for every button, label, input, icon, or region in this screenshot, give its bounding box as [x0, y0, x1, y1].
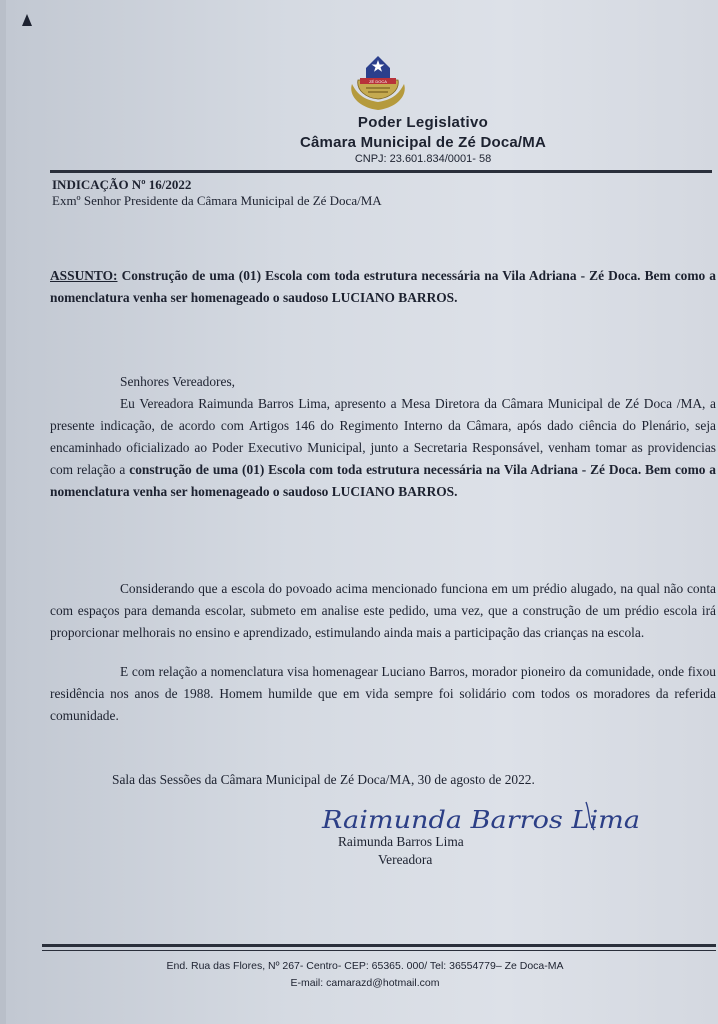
indicacao-number: INDICAÇÃO Nº 16/2022 — [52, 177, 192, 192]
session-date-line: Sala das Sessões da Câmara Municipal de Zé Doca/MA, 30 de agosto de 2022. — [112, 772, 535, 787]
paragraph-homage: E com relação a nomenclatura visa homenagear Luciano Barros, morador pioneiro da comunidade, onde fixou residência nos anos de 1988. Homem humilde que em vida sempre foi solidário com todos os moradores da referida comunidade. — [50, 664, 716, 723]
signer-role: Vereadora — [378, 852, 433, 867]
footer-address: End. Rua das Flores, Nº 267- Centro- CEP: 65365. 000/ Tel: 36554779– Ze Doca-MA — [166, 960, 564, 972]
paragraph-request — [50, 393, 716, 503]
corner-mark-icon — [20, 12, 34, 28]
footer-divider-thin — [42, 950, 716, 951]
greeting: Senhores Vereadores, — [120, 374, 236, 389]
header-divider — [50, 170, 712, 173]
addressee-line: Exmº Senhor Presidente da Câmara Municipal de Zé Doca/MA — [52, 193, 382, 208]
signer-name: Raimunda Barros Lima — [338, 834, 464, 849]
subject-text: Construção de uma (01) Escola com toda estrutura necessária na Vila Adriana - Zé Doca. Bem como a nomenclatura venha ser homenageado o saudoso LUCIANO BARROS. — [50, 268, 716, 305]
paragraph-justification: Considerando que a escola do povoado acima mencionado funciona em um prédio alugado, na qual não conta com espaços para demanda escolar, submeto em analise este pedido, uma vez, que a construção de um prédio escola irá proporcionar melhorais no ensino e aprendizado, estimulando ainda mais a participação das crianças na escola. — [50, 581, 716, 640]
paragraph-request-bold: construção de uma (01) Escola com toda estrutura necessária na Vila Adriana - Zé Doca. Bem como a nomenclatura venha ser homenageado o saudoso LUCIANO BARROS. — [50, 462, 716, 499]
footer-divider — [42, 944, 716, 947]
municipal-crest-icon — [346, 52, 410, 112]
footer-email: E-mail: camarazd@hotmail.com — [290, 977, 440, 989]
svg-text:Raimunda Barros Lima: Raimunda Barros Lima — [320, 806, 640, 834]
subject-block — [50, 265, 716, 309]
paragraph-request-text: Eu Vereadora Raimunda Barros Lima, apresento a Mesa Diretora da Câmara Municipal de Zé Doca /MA, a presente indicação, de acordo com Artigos 146 do Regimento Interno da Câmara, após dado ciência do Plenário, seja encaminhado oficializado ao Poder Executivo Municipal, junto a Secretaria Responsável, venham tomar as providencias com relação a — [50, 396, 716, 477]
header-title-camara: Câmara Municipal de Zé Doca/MA — [299, 134, 547, 151]
svg-text:ZÉ DOCA: ZÉ DOCA — [369, 79, 387, 84]
header-cnpj: CNPJ: 23.601.834/0001- 58 — [354, 153, 492, 165]
subject-label: ASSUNTO: — [50, 268, 118, 283]
document-page — [6, 0, 718, 1024]
header-title-legislativo: Poder Legislativo — [357, 114, 489, 131]
